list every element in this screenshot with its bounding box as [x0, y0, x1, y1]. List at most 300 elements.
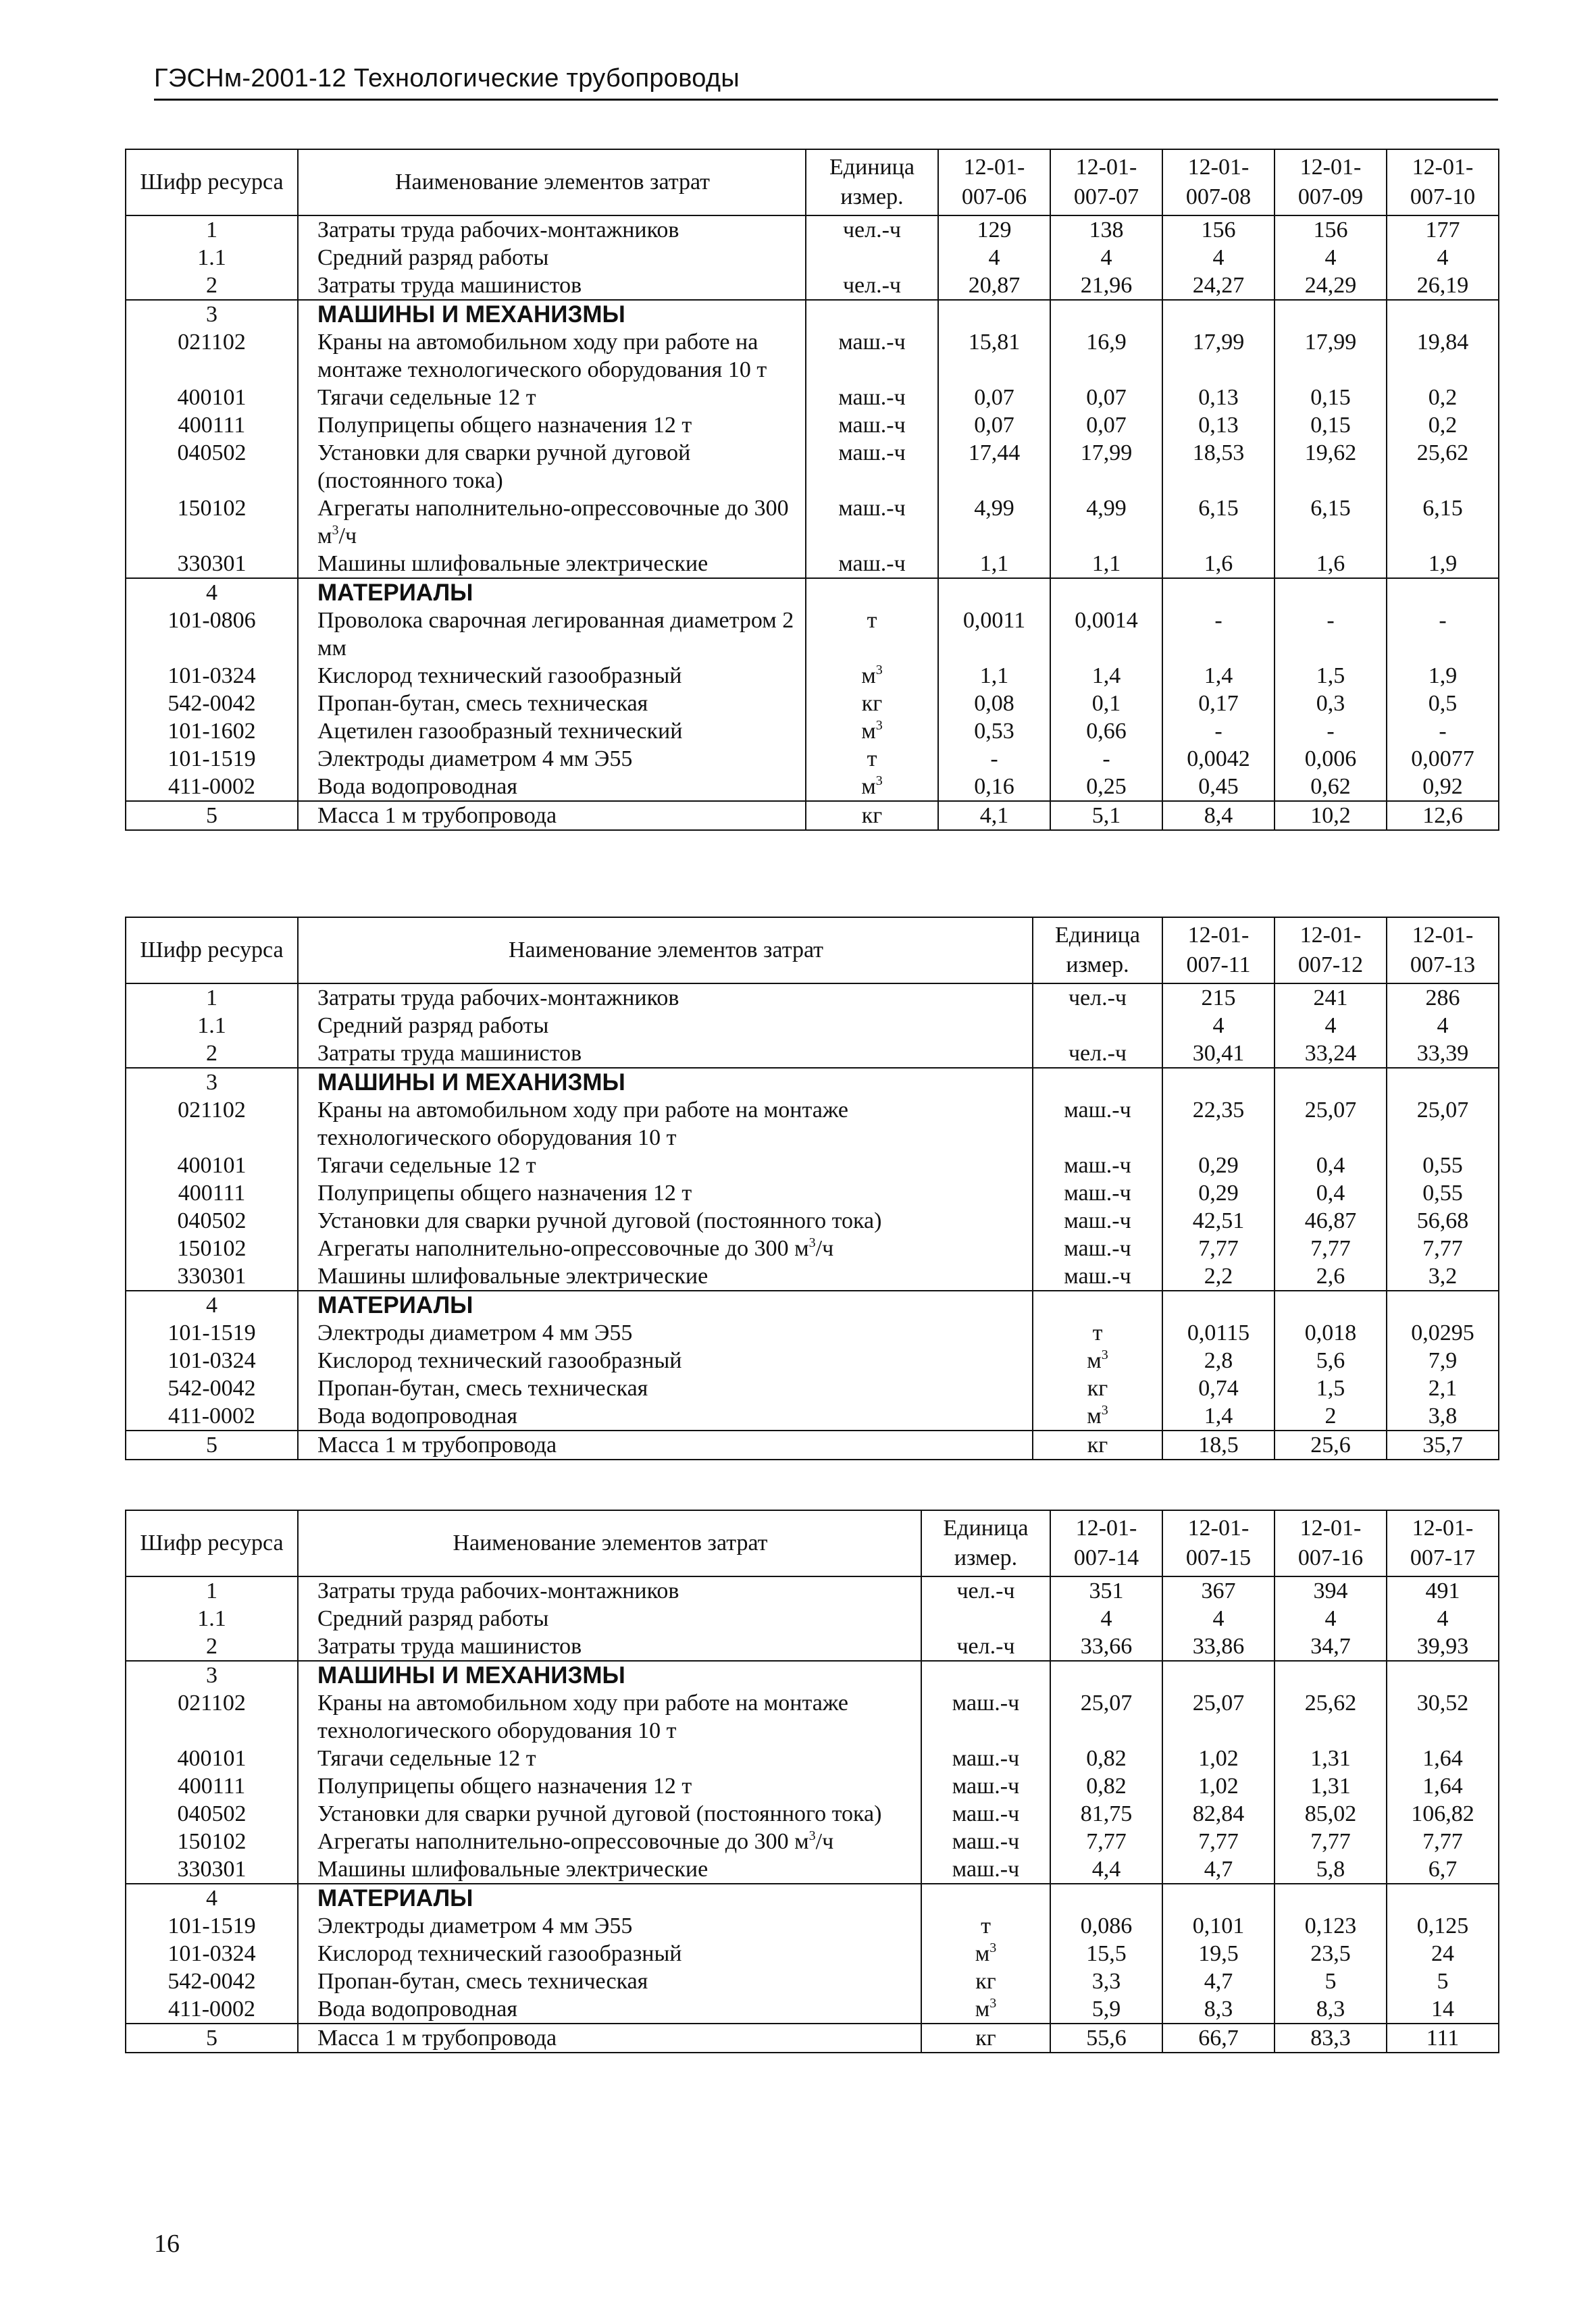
unit-of-measure: маш.-ч [921, 1745, 1050, 1772]
superscript-cube: 3 [1101, 1347, 1108, 1362]
norm-value: 0,125 [1387, 1912, 1499, 1940]
norm-value: - [1387, 607, 1499, 662]
norm-value [1387, 1291, 1499, 1319]
unit-of-measure: маш.-ч [806, 384, 938, 411]
norm-value: 33,39 [1387, 1039, 1499, 1068]
norm-value: 8,3 [1162, 1995, 1275, 2024]
norm-value: 4,99 [1050, 494, 1162, 550]
norm-value: 4 [1162, 244, 1275, 272]
cost-element-name: Электроды диаметром 4 мм Э55 [298, 1319, 1033, 1347]
unit-of-measure: маш.-ч [921, 1800, 1050, 1828]
norm-value [1387, 300, 1499, 328]
header-code: Шифр ресурса [126, 149, 298, 215]
header-name: Наименование элементов затрат [298, 149, 806, 215]
resource-code: 021102 [126, 328, 298, 384]
norm-value [1387, 1661, 1499, 1689]
resource-code: 411-0002 [126, 773, 298, 801]
cost-element-name: Затраты труда машинистов [298, 272, 806, 300]
norm-value: 177 [1387, 215, 1499, 244]
norm-value: 55,6 [1050, 2024, 1162, 2053]
unit-of-measure [806, 244, 938, 272]
norm-value: 17,99 [1050, 439, 1162, 494]
resource-code: 101-0324 [126, 662, 298, 690]
cost-element-name: Тягачи седельные 12 т [298, 384, 806, 411]
superscript-cube: 3 [808, 1828, 816, 1843]
norm-value: 56,68 [1387, 1207, 1499, 1235]
cost-element-name: Краны на автомобильном ходу при работе на монтаже технологического оборудования 10 т [298, 1689, 921, 1745]
norm-value [1275, 1884, 1387, 1912]
norm-value: 18,53 [1162, 439, 1275, 494]
resource-code: 411-0002 [126, 1402, 298, 1431]
superscript-cube: 3 [808, 1235, 816, 1250]
norm-value: 0,82 [1050, 1772, 1162, 1800]
norm-value: 1,5 [1275, 1374, 1387, 1402]
norm-value: 0,4 [1275, 1152, 1387, 1179]
norm-value: 7,77 [1162, 1235, 1275, 1262]
cost-element-name: Вода водопроводная [298, 1402, 1033, 1431]
cost-element-name: Полуприцепы общего назначения 12 т [298, 1772, 921, 1800]
norm-value: 14 [1387, 1995, 1499, 2024]
norm-value [1275, 578, 1387, 607]
norm-value: 0,16 [938, 773, 1050, 801]
resource-code: 3 [126, 300, 298, 328]
norm-value: 7,77 [1050, 1828, 1162, 1855]
norm-value: 0,08 [938, 690, 1050, 717]
resource-code: 101-1519 [126, 1319, 298, 1347]
norm-value [1050, 578, 1162, 607]
norm-value: 1,1 [1050, 550, 1162, 578]
table-row [126, 773, 1499, 801]
resource-code: 3 [126, 1068, 298, 1096]
norm-value: 0,1 [1050, 690, 1162, 717]
header-norm-code: 12-01-007-13 [1387, 917, 1499, 983]
norm-value: 0,086 [1050, 1912, 1162, 1940]
resource-code: 400101 [126, 1152, 298, 1179]
norm-value: 0,62 [1275, 773, 1387, 801]
unit-of-measure: маш.-ч [921, 1855, 1050, 1884]
resource-code: 330301 [126, 550, 298, 578]
unit-of-measure [921, 1605, 1050, 1632]
norm-value: 4 [1387, 1605, 1499, 1632]
norm-value: 7,77 [1387, 1235, 1499, 1262]
unit-of-measure: кг [806, 801, 938, 830]
unit-of-measure: чел.-ч [806, 272, 938, 300]
resource-code: 1 [126, 1576, 298, 1605]
table-row [126, 1291, 1499, 1319]
norm-value [1162, 1291, 1275, 1319]
norm-value: 1,9 [1387, 662, 1499, 690]
norm-value: 7,77 [1275, 1235, 1387, 1262]
cost-element-name: МАШИНЫ И МЕХАНИЗМЫ [298, 1661, 921, 1689]
table-row [126, 2024, 1499, 2053]
table-row [126, 578, 1499, 607]
norm-value: 111 [1387, 2024, 1499, 2053]
cost-element-name: Кислород технический газообразный [298, 1940, 921, 1968]
resource-code: 330301 [126, 1262, 298, 1291]
resource-code: 542-0042 [126, 1374, 298, 1402]
table-row [126, 439, 1499, 494]
header-row [126, 1510, 1499, 1576]
table-row [126, 215, 1499, 244]
norm-value [1387, 578, 1499, 607]
cost-element-name: Агрегаты наполнительно-опрессовочные до 300 $м^3/ч$ [298, 1235, 1033, 1262]
norm-value: 85,02 [1275, 1800, 1387, 1828]
superscript-cube: 3 [989, 1940, 997, 1955]
norm-value: 0,101 [1162, 1912, 1275, 1940]
unit-of-measure: маш.-ч [1033, 1096, 1162, 1152]
unit-of-measure: маш.-ч [806, 494, 938, 550]
table-row [126, 1096, 1499, 1152]
cost-element-name: Кислород технический газообразный [298, 1347, 1033, 1374]
unit-of-measure: $м^3$ [1033, 1347, 1162, 1374]
table-row [126, 1207, 1499, 1235]
norm-value: 42,51 [1162, 1207, 1275, 1235]
unit-of-measure: чел.-ч [1033, 1039, 1162, 1068]
header-norm-code: 12-01-007-06 [938, 149, 1050, 215]
norm-value: 286 [1387, 983, 1499, 1012]
norm-value: 0,92 [1387, 773, 1499, 801]
norm-value: 35,7 [1387, 1431, 1499, 1460]
norm-value: 19,5 [1162, 1940, 1275, 1968]
norm-value [1050, 1884, 1162, 1912]
norm-value: 23,5 [1275, 1940, 1387, 1968]
norm-value [1050, 1661, 1162, 1689]
norm-value: 22,35 [1162, 1096, 1275, 1152]
norm-value: 3,3 [1050, 1968, 1162, 1995]
resource-code: 1.1 [126, 1605, 298, 1632]
unit-of-measure: т [806, 745, 938, 773]
norm-value: 2,2 [1162, 1262, 1275, 1291]
resource-code: 1.1 [126, 1012, 298, 1039]
page-header-title: ГЭСНм-2001-12 Технологические трубопроводы [154, 64, 740, 93]
norm-value: 0,0042 [1162, 745, 1275, 773]
norm-value: 0,5 [1387, 690, 1499, 717]
cost-element-name: Машины шлифовальные электрические [298, 1262, 1033, 1291]
header-unit: Единица измер. [806, 149, 938, 215]
cost-element-name: Машины шлифовальные электрические [298, 550, 806, 578]
resource-code: 101-0806 [126, 607, 298, 662]
table-row [126, 1235, 1499, 1262]
cost-element-name: Масса 1 м трубопровода [298, 801, 806, 830]
norm-value: 3,2 [1387, 1262, 1499, 1291]
unit-of-measure: маш.-ч [1033, 1179, 1162, 1207]
cost-element-name: Пропан-бутан, смесь техническая [298, 1968, 921, 1995]
norm-value: 19,84 [1387, 328, 1499, 384]
norm-value: 4,7 [1162, 1968, 1275, 1995]
table-row [126, 550, 1499, 578]
norm-value: 4 [1275, 244, 1387, 272]
norm-value: 83,3 [1275, 2024, 1387, 2053]
norm-value: 4,99 [938, 494, 1050, 550]
resource-code: 040502 [126, 439, 298, 494]
resource-code: 400101 [126, 1745, 298, 1772]
table-row [126, 1012, 1499, 1039]
norm-value: - [1162, 717, 1275, 745]
norm-value: 0,07 [1050, 411, 1162, 439]
norm-value: 6,15 [1275, 494, 1387, 550]
norm-value: 5 [1387, 1968, 1499, 1995]
resource-code: 542-0042 [126, 1968, 298, 1995]
norm-value: 0,55 [1387, 1179, 1499, 1207]
unit-of-measure: кг [921, 2024, 1050, 2053]
table-row [126, 1347, 1499, 1374]
norm-value: 33,86 [1162, 1632, 1275, 1661]
table-row [126, 300, 1499, 328]
table-row [126, 745, 1499, 773]
cost-element-name: Масса 1 м трубопровода [298, 1431, 1033, 1460]
resource-code: 2 [126, 1632, 298, 1661]
table-row [126, 1968, 1499, 1995]
norm-value: 20,87 [938, 272, 1050, 300]
unit-of-measure: кг [806, 690, 938, 717]
cost-element-name: Средний разряд работы [298, 1605, 921, 1632]
resource-table-1 [125, 149, 1499, 831]
resource-table-2 [125, 917, 1499, 1460]
unit-of-measure: т [806, 607, 938, 662]
norm-value: 8,3 [1275, 1995, 1387, 2024]
norm-value: 0,0014 [1050, 607, 1162, 662]
norm-value: 39,93 [1387, 1632, 1499, 1661]
norm-value: 24,29 [1275, 272, 1387, 300]
table-row [126, 1940, 1499, 1968]
norm-value: 0,17 [1162, 690, 1275, 717]
norm-value: 1,4 [1050, 662, 1162, 690]
norm-value: 5,9 [1050, 1995, 1162, 2024]
norm-value: 0,55 [1387, 1152, 1499, 1179]
norm-value: 4 [1162, 1012, 1275, 1039]
norm-value: 1,1 [938, 550, 1050, 578]
resource-code: 150102 [126, 1235, 298, 1262]
norm-value: 34,7 [1275, 1632, 1387, 1661]
norm-value [938, 300, 1050, 328]
norm-value: 106,82 [1387, 1800, 1499, 1828]
norm-value: 1,5 [1275, 662, 1387, 690]
cost-element-name: Полуприцепы общего назначения 12 т [298, 1179, 1033, 1207]
resource-code: 411-0002 [126, 1995, 298, 2024]
norm-value [1387, 1068, 1499, 1096]
norm-value: 1,6 [1162, 550, 1275, 578]
resource-code: 4 [126, 1291, 298, 1319]
norm-value: 1,4 [1162, 1402, 1275, 1431]
norm-value [1275, 1661, 1387, 1689]
resource-code: 040502 [126, 1800, 298, 1828]
cost-element-name: Установки для сварки ручной дуговой (постоянного тока) [298, 1800, 921, 1828]
header-row [126, 149, 1499, 215]
norm-value: 33,24 [1275, 1039, 1387, 1068]
resource-code: 021102 [126, 1096, 298, 1152]
unit-of-measure: чел.-ч [1033, 983, 1162, 1012]
norm-value: 25,07 [1275, 1096, 1387, 1152]
cost-element-name: Средний разряд работы [298, 1012, 1033, 1039]
norm-value: 138 [1050, 215, 1162, 244]
resource-code: 400111 [126, 1179, 298, 1207]
table-row [126, 1039, 1499, 1068]
norm-value: 0,006 [1275, 745, 1387, 773]
norm-value: 17,99 [1275, 328, 1387, 384]
unit-of-measure: маш.-ч [806, 411, 938, 439]
norm-value: 6,15 [1387, 494, 1499, 550]
unit-of-measure: $м^3$ [806, 662, 938, 690]
table-row [126, 662, 1499, 690]
unit-of-measure [1033, 1012, 1162, 1039]
norm-value: 24 [1387, 1940, 1499, 1968]
norm-value: - [1275, 607, 1387, 662]
table-row [126, 244, 1499, 272]
unit-of-measure: кг [921, 1968, 1050, 1995]
header-norm-code: 12-01-007-11 [1162, 917, 1275, 983]
unit-of-measure: маш.-ч [1033, 1262, 1162, 1291]
norm-value: - [1162, 607, 1275, 662]
norm-value: - [938, 745, 1050, 773]
norm-value: 0,74 [1162, 1374, 1275, 1402]
norm-value: 15,81 [938, 328, 1050, 384]
table-row [126, 1689, 1499, 1745]
norm-value: 0,0011 [938, 607, 1050, 662]
resource-code: 021102 [126, 1689, 298, 1745]
superscript-cube: 3 [332, 523, 339, 538]
header-norm-code: 12-01-007-15 [1162, 1510, 1275, 1576]
table-row [126, 1431, 1499, 1460]
table-row [126, 801, 1499, 830]
norm-value: 10,2 [1275, 801, 1387, 830]
norm-value: 81,75 [1050, 1800, 1162, 1828]
norm-value: - [1387, 717, 1499, 745]
unit-of-measure: маш.-ч [921, 1828, 1050, 1855]
norm-value: 2 [1275, 1402, 1387, 1431]
header-norm-code: 12-01-007-17 [1387, 1510, 1499, 1576]
norm-value: 25,62 [1387, 439, 1499, 494]
cost-element-name: МАТЕРИАЛЫ [298, 1291, 1033, 1319]
unit-of-measure: маш.-ч [1033, 1207, 1162, 1235]
resource-code: 101-1602 [126, 717, 298, 745]
norm-value: 394 [1275, 1576, 1387, 1605]
table-row [126, 328, 1499, 384]
norm-value: 5,1 [1050, 801, 1162, 830]
page-header [154, 57, 1498, 101]
norm-value: 26,19 [1387, 272, 1499, 300]
norm-value: 4,1 [938, 801, 1050, 830]
norm-value: 1,6 [1275, 550, 1387, 578]
unit-of-measure: чел.-ч [806, 215, 938, 244]
norm-value [1387, 1884, 1499, 1912]
norm-value: 7,77 [1387, 1828, 1499, 1855]
cost-element-name: Затраты труда рабочих-монтажников [298, 1576, 921, 1605]
unit-of-measure: маш.-ч [1033, 1235, 1162, 1262]
table-row [126, 1912, 1499, 1940]
norm-value: 0,13 [1162, 411, 1275, 439]
norm-value: 6,15 [1162, 494, 1275, 550]
table-row [126, 1855, 1499, 1884]
table-row [126, 1152, 1499, 1179]
norm-value [938, 578, 1050, 607]
header-norm-code: 12-01-007-12 [1275, 917, 1387, 983]
table-row [126, 1995, 1499, 2024]
resource-code: 542-0042 [126, 690, 298, 717]
unit-of-measure [806, 578, 938, 607]
norm-value: 156 [1275, 215, 1387, 244]
norm-value: 2,8 [1162, 1347, 1275, 1374]
resource-table-3 [125, 1510, 1499, 2053]
norm-value: 0,3 [1275, 690, 1387, 717]
cost-element-name: Вода водопроводная [298, 1995, 921, 2024]
norm-value: 12,6 [1387, 801, 1499, 830]
norm-value: 1,64 [1387, 1772, 1499, 1800]
header-norm-code: 12-01-007-07 [1050, 149, 1162, 215]
cost-element-name: Полуприцепы общего назначения 12 т [298, 411, 806, 439]
norm-value: 1,02 [1162, 1745, 1275, 1772]
resource-code: 101-1519 [126, 745, 298, 773]
norm-value [1162, 1068, 1275, 1096]
norm-value: 8,4 [1162, 801, 1275, 830]
unit-of-measure: маш.-ч [806, 328, 938, 384]
resource-code: 5 [126, 1431, 298, 1460]
norm-value: 1,31 [1275, 1745, 1387, 1772]
resource-code: 101-1519 [126, 1912, 298, 1940]
norm-value: 5,6 [1275, 1347, 1387, 1374]
norm-value: 17,99 [1162, 328, 1275, 384]
norm-value: 1,02 [1162, 1772, 1275, 1800]
norm-value: 5 [1275, 1968, 1387, 1995]
norm-value: 0,15 [1275, 384, 1387, 411]
norm-value: 30,41 [1162, 1039, 1275, 1068]
norm-value: 21,96 [1050, 272, 1162, 300]
norm-value: 0,018 [1275, 1319, 1387, 1347]
header-norm-code: 12-01-007-10 [1387, 149, 1499, 215]
norm-value: 15,5 [1050, 1940, 1162, 1968]
table-row [126, 272, 1499, 300]
norm-value: 0,07 [1050, 384, 1162, 411]
unit-of-measure: $м^3$ [806, 773, 938, 801]
table-row [126, 690, 1499, 717]
norm-value: 156 [1162, 215, 1275, 244]
norm-value: 241 [1275, 983, 1387, 1012]
unit-of-measure [1033, 1068, 1162, 1096]
unit-of-measure: маш.-ч [806, 550, 938, 578]
norm-value: 18,5 [1162, 1431, 1275, 1460]
norm-value: 0,123 [1275, 1912, 1387, 1940]
resource-code: 4 [126, 1884, 298, 1912]
norm-value: 5,8 [1275, 1855, 1387, 1884]
header-name: Наименование элементов затрат [298, 1510, 921, 1576]
norm-value: 1,1 [938, 662, 1050, 690]
norm-value: 0,29 [1162, 1152, 1275, 1179]
norm-value: 4 [1387, 1012, 1499, 1039]
cost-element-name: Машины шлифовальные электрические [298, 1855, 921, 1884]
table-row [126, 1605, 1499, 1632]
cost-element-name: Проволока сварочная легированная диаметром 2 мм [298, 607, 806, 662]
table-row [126, 411, 1499, 439]
norm-value: 0,4 [1275, 1179, 1387, 1207]
table-row [126, 1632, 1499, 1661]
norm-value: 2,1 [1387, 1374, 1499, 1402]
cost-element-name: Агрегаты наполнительно-опрессовочные до 300 $м^3/ч$ [298, 494, 806, 550]
superscript-cube: 3 [989, 1996, 997, 2011]
cost-element-name: Тягачи седельные 12 т [298, 1745, 921, 1772]
norm-value: - [1275, 717, 1387, 745]
resource-code: 400111 [126, 1772, 298, 1800]
norm-value: 24,27 [1162, 272, 1275, 300]
norm-value: 215 [1162, 983, 1275, 1012]
resource-code: 5 [126, 801, 298, 830]
cost-element-name: Электроды диаметром 4 мм Э55 [298, 745, 806, 773]
norm-value: 0,25 [1050, 773, 1162, 801]
unit-of-measure: маш.-ч [1033, 1152, 1162, 1179]
resource-code: 101-0324 [126, 1940, 298, 1968]
table-row [126, 1745, 1499, 1772]
table-row [126, 494, 1499, 550]
table-row [126, 1179, 1499, 1207]
norm-value: 0,82 [1050, 1745, 1162, 1772]
